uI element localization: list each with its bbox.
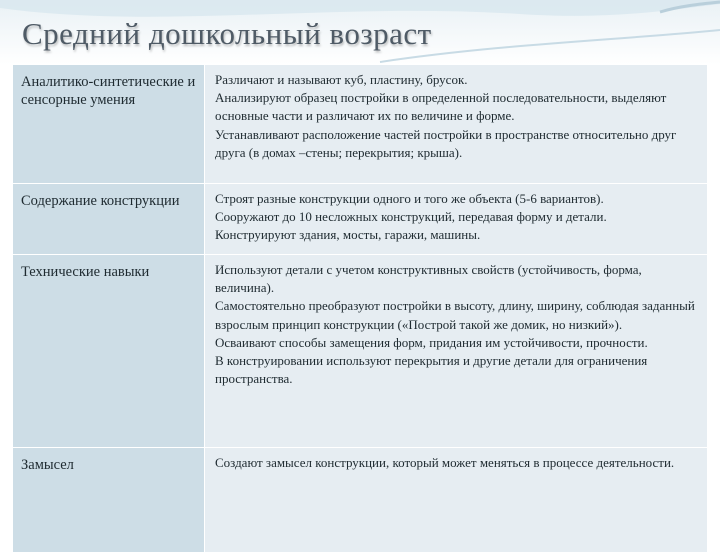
row-description — [205, 184, 708, 255]
description-line: Различают и называют куб, пластину, брусок. — [215, 72, 468, 87]
description-line: В конструировании используют перекрытия и другие детали для ограничения пространства. — [215, 353, 648, 387]
description-line: Осваивают способы замещения форм, придания им устойчивости, прочности. — [215, 334, 648, 350]
row-label: Замысел — [13, 448, 205, 553]
description-line: Самостоятельно преобразуют постройки в высоту, длину, ширину, соблюдая заданный взрослым принцип конструкции («Построй такой же домик, но низкий»). — [215, 298, 695, 332]
description-line: Анализируют образец постройки в определенной последовательности, выделяют основные части и различают их по величине и форме. — [215, 90, 667, 124]
row-label: Технические навыки — [13, 255, 205, 448]
table-row — [13, 184, 708, 255]
description-line: Конструируют здания, мосты, гаражи, машины. — [215, 227, 481, 243]
table-row — [13, 448, 708, 553]
description-line: Устанавливают расположение частей постройки в пространстве относительно друг друга (в домах –стены; перекрытия; крыша). — [215, 126, 677, 160]
description-line: Используют детали с учетом конструктивных свойств (устойчивость, форма, величина). — [215, 262, 642, 296]
description-line: Создают замысел конструкции, который может меняться в процессе деятельности. — [215, 455, 675, 470]
table-row — [13, 65, 708, 184]
table-row — [13, 255, 708, 448]
page-title: Средний дошкольный возраст — [22, 16, 432, 51]
description-line: Сооружают до 10 несложных конструкций, передавая форму и детали. — [215, 209, 607, 225]
row-label: Содержание конструкции — [13, 184, 205, 255]
skills-table — [12, 64, 708, 553]
row-description — [205, 65, 708, 184]
row-description — [205, 255, 708, 448]
row-description — [205, 448, 708, 553]
row-label: Аналитико-синтетические и сенсорные умения — [13, 65, 205, 184]
description-line: Строят разные конструкции одного и того же объекта (5-6 вариантов). — [215, 191, 604, 206]
